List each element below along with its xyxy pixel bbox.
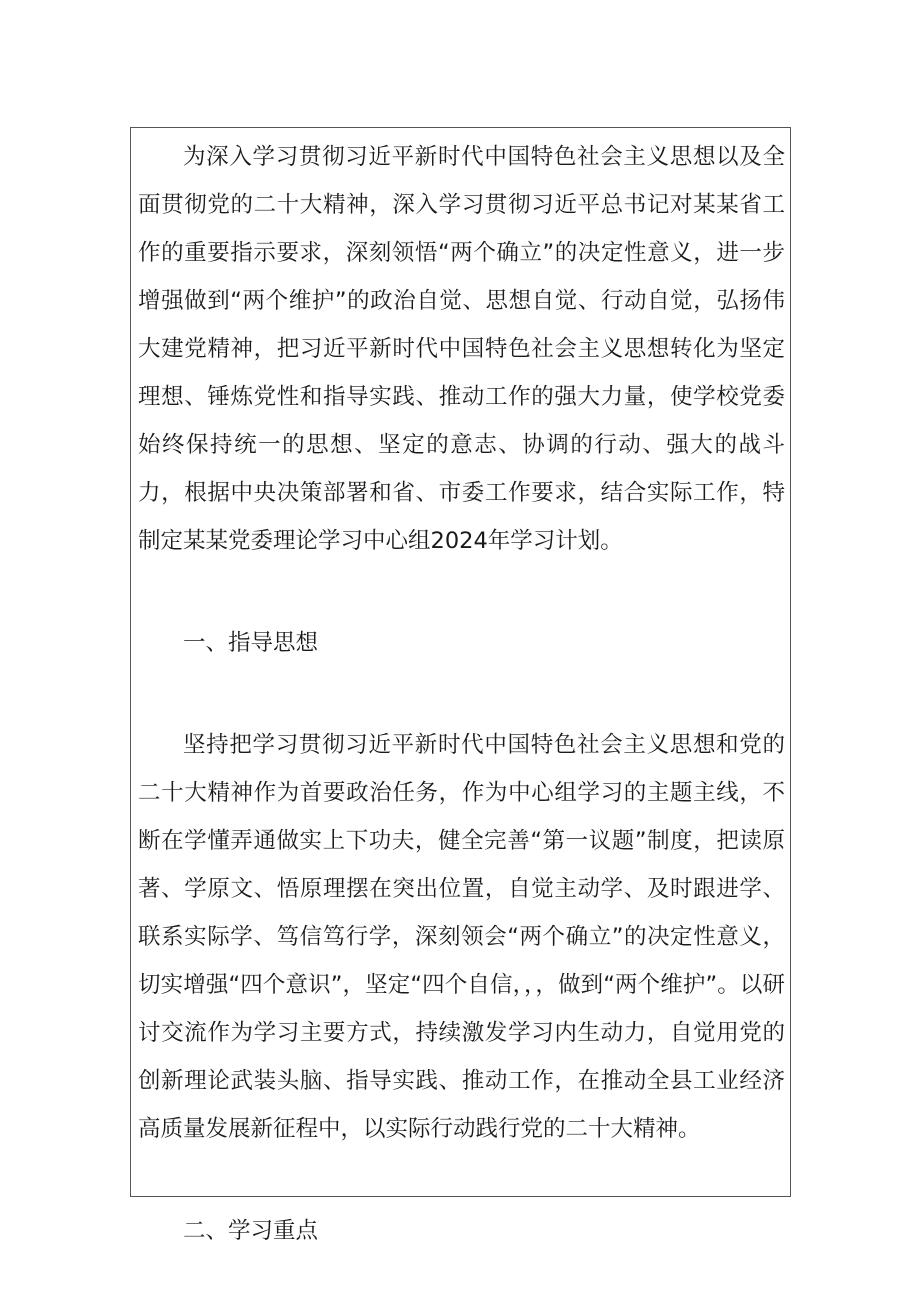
document-page <box>130 127 791 1244</box>
section-heading-guiding-thought: 一、指导思想 <box>183 630 319 656</box>
intro-paragraph: 为深入学习贯彻习近平新时代中国特色社会主义思想以及全面贯彻党的二十大精神，深入学习贯彻习近平总书记对某某省工作的重要指示要求，深刻领悟“两个确立”的决定性意义，进一步增强做到“两个维护”的政治自觉、思想自觉、行动自觉，弘扬伟大建党精神，把习近平新时代中国特色社会主义思想转化为坚定理想、锤炼党性和指导实践、推动工作的强大力量，使学校党委始终保持统一的思想、坚定的意志、协调的行动、强大的战斗力，根据中央决策部署和省、市委工作要求，结合实际工作，特制定某某党委理论学习中心组2024年学习计划。 <box>138 144 785 554</box>
section-heading-study-focus: 二、学习重点 <box>183 1218 319 1244</box>
document-body <box>138 128 785 1255</box>
guiding-thought-paragraph: 坚持把学习贯彻习近平新时代中国特色社会主义思想和党的二十大精神作为首要政治任务，作为中心组学习的主题主线，不断在学懂弄通做实上下功夫，健全完善“第一议题”制度，把读原著、学原文、悟原理摆在突出位置，自觉主动学、及时跟进学、联系实际学、笃信笃行学，深刻领会“两个确立”的决定性意义，切实增强“四个意识”，坚定“四个自信，，，做到“两个维护”。以研讨交流作为学习主要方式，持续激发学习内生动力，自觉用党的创新理论武装头脑、指导实践、推动工作，在推动全县工业经济高质量发展新征程中，以实际行动践行党的二十大精神。 <box>138 732 785 1142</box>
